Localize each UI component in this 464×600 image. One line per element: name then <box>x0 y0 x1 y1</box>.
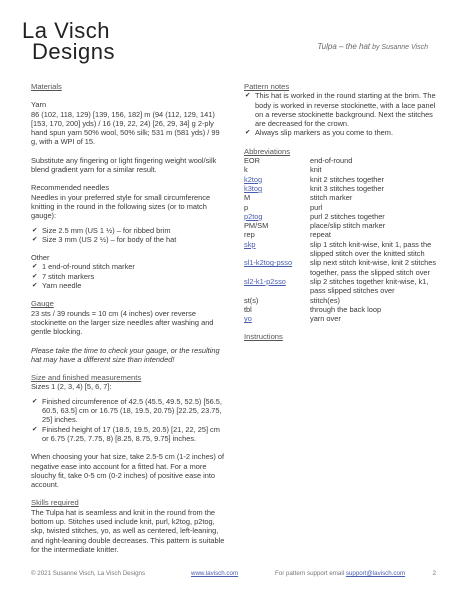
skills-text: The Tulpa hat is seamless and knit in the round from the bottom up. Stitches used include knit, purl, k2tog, p2tog, skp, twisted stitches, yo, as well as centered, left-leaning, and right-leaning double decreases. This pattern is suitable for the intermediate knitter. <box>31 507 225 554</box>
abbreviation-definition: knit 3 stitches together <box>310 183 384 193</box>
substitute-text: Substitute any fingering or light fingering weight wool/silk blend gradient yarn for a similar result. <box>31 155 217 175</box>
abbreviation-row <box>244 296 439 305</box>
abbreviation-row <box>244 240 439 259</box>
gauge-note: Please take the time to check your gauge, or the resulting hat may have a different size than intended! <box>31 345 220 364</box>
abbreviation-row <box>244 258 439 277</box>
support-text <box>275 570 405 577</box>
yarn-heading: Yarn <box>31 100 47 110</box>
abbreviation-row <box>244 305 439 314</box>
page-header <box>317 42 428 51</box>
abbreviation-definition: repeat <box>310 230 331 240</box>
abbreviation-definition: knit 2 stitches together <box>310 174 384 184</box>
other-heading: Other <box>31 253 50 263</box>
list-item: ✔ Size 3 mm (US 2 ½) – for body of the hat <box>31 235 226 244</box>
ease-text: When choosing your hat size, take 2.5-5 cm (1-2 inches) of negative ease into account for a fitted hat. For a more slouchy fit, take 0-5 cm (0-2 inches) of positive ease into account. <box>31 452 225 490</box>
abbreviation-row <box>244 184 439 193</box>
abbreviation-definition: yarn over <box>310 314 341 324</box>
list-item: ✔ Finished circumference of 42.5 (45.5, 49.5, 52.5) [56.5, 60.5, 63.5] cm or 16.75 (18, 19.5, 20.75) [22.25, 23.75, 25] inches. <box>31 397 226 425</box>
pattern-notes-list <box>244 91 439 137</box>
website-link[interactable]: www.lavisch.com <box>191 570 239 577</box>
abbreviation-row <box>244 314 439 323</box>
abbreviation-term: rep <box>244 230 255 240</box>
abbreviation-term: st(s) <box>244 295 259 305</box>
abbreviation-definition: place/slip stitch marker <box>310 221 386 231</box>
right-column <box>244 82 439 342</box>
abbreviation-row <box>244 165 439 174</box>
logo-line-2: Designs <box>32 39 115 64</box>
logo-line-1: La Visch <box>22 18 110 43</box>
abbreviation-term: PM/SM <box>244 221 269 231</box>
abbreviation-definition: through the back loop <box>310 304 382 314</box>
materials-heading: Materials <box>31 82 62 91</box>
sizes-line: Sizes 1 (2, 3, 4) [5, 6, 7]: <box>31 382 112 392</box>
yarn-text: 86 (102, 118, 129) [139, 156, 182] m (94 (112, 129, 141) [153, 170, 200] yds) / 16 (19, 22, 24) [26, 29, 34] g 2-ply hand spun yarn 50% wool, 50% silk; 531 m (581 yds) / 99 g, with a WPI of 15. <box>31 109 220 147</box>
abbreviation-row <box>244 221 439 230</box>
list-item: ✔ This hat is worked in the round starting at the brim. The body is worked in reverse stockinette, with a lace panel on a reverse stockinette background. Next the stitches are decreased for the crown. <box>244 91 439 128</box>
abbreviation-definition: stitch marker <box>310 193 353 203</box>
needles-text: Needles in your preferred style for small circumference knitting in the round in the following sizes (or to match gauge): <box>31 192 211 221</box>
list-item: ✔ 7 stitch markers <box>31 272 226 281</box>
needles-list <box>31 226 226 245</box>
other-list <box>31 262 226 290</box>
abbreviation-definition: slip 2 stitches together knit-wise, k1, pass slipped stitches over <box>310 276 429 296</box>
needles-heading: Recommended needles <box>31 183 110 193</box>
list-item: ✔ 1 end-of-round stitch marker <box>31 262 226 271</box>
list-item: ✔ Size 2.5 mm (US 1 ½) – for ribbed brim <box>31 226 226 235</box>
sizes-heading: Size and finished measurements <box>31 373 142 383</box>
abbreviation-row <box>244 277 439 296</box>
list-item: ✔ Always slip markers as you come to them. <box>244 128 439 137</box>
abbreviation-row <box>244 193 439 202</box>
abbreviation-row <box>244 175 439 184</box>
pattern-byline: by Susanne Visch <box>372 44 428 51</box>
page-number: 2 <box>432 570 436 577</box>
abbreviation-term[interactable]: p2tog <box>244 211 263 221</box>
gauge-text: 23 sts / 39 rounds = 10 cm (4 inches) over reverse stockinette on the larger size needles after washing and gentle blocking. <box>31 308 214 337</box>
abbreviations-table <box>244 156 439 323</box>
abbreviation-row <box>244 230 439 239</box>
left-column <box>31 82 226 554</box>
support-email-link[interactable]: support@lavisch.com <box>345 570 406 577</box>
abbreviation-definition: end-of-round <box>310 156 353 166</box>
abbreviation-term[interactable]: sl2-k1-p2sso <box>244 276 286 286</box>
abbreviation-definition: purl <box>310 202 323 212</box>
abbreviation-row <box>244 212 439 221</box>
abbreviation-term: tbl <box>244 304 252 314</box>
abbreviation-term[interactable]: sl1-k2tog-psso <box>244 258 293 268</box>
abbreviation-term[interactable]: k2tog <box>244 174 263 184</box>
list-item: ✔ Yarn needle <box>31 281 226 290</box>
pattern-title: Tulpa – the hat <box>317 42 371 51</box>
abbreviation-row <box>244 203 439 212</box>
abbreviation-definition: stitch(es) <box>310 295 340 305</box>
gauge-heading: Gauge <box>31 299 54 309</box>
abbreviation-term[interactable]: skp <box>244 239 256 249</box>
abbreviation-term[interactable]: yo <box>244 314 252 324</box>
abbreviation-term: M <box>244 193 251 203</box>
abbreviation-term: k <box>244 165 248 175</box>
abbreviation-term: p <box>244 202 249 212</box>
abbreviation-term: EOR <box>244 156 261 166</box>
pattern-notes-heading: Pattern notes <box>244 82 290 91</box>
abbreviation-row <box>244 156 439 165</box>
abbreviation-definition: purl 2 stitches together <box>310 211 385 221</box>
abbreviation-definition: slip next stitch knit-wise, knit 2 stitches together, pass the slipped stitch over <box>310 258 437 277</box>
abbreviation-term[interactable]: k3tog <box>244 183 263 193</box>
skills-heading: Skills required <box>31 498 79 508</box>
support-prefix: For pattern support email <box>275 570 345 577</box>
brand-logo <box>22 18 132 64</box>
abbreviation-definition: knit <box>310 165 322 175</box>
abbreviation-definition: slip 1 stitch knit-wise, knit 1, pass the slipped stitch over the knitted stitch <box>310 239 432 259</box>
copyright: © 2021 Susanne Visch, La Visch Designs <box>31 570 146 577</box>
sizes-list <box>31 397 226 443</box>
abbreviations-heading: Abbreviations <box>244 146 291 156</box>
list-item: ✔ Finished height of 17 (18.5, 19.5, 20.5) [21, 22, 25] cm or 6.75 (7.25, 7.75, 8) [8.25, 8.75, 9.75] inches. <box>31 425 226 444</box>
instructions-heading: Instructions <box>244 332 283 342</box>
